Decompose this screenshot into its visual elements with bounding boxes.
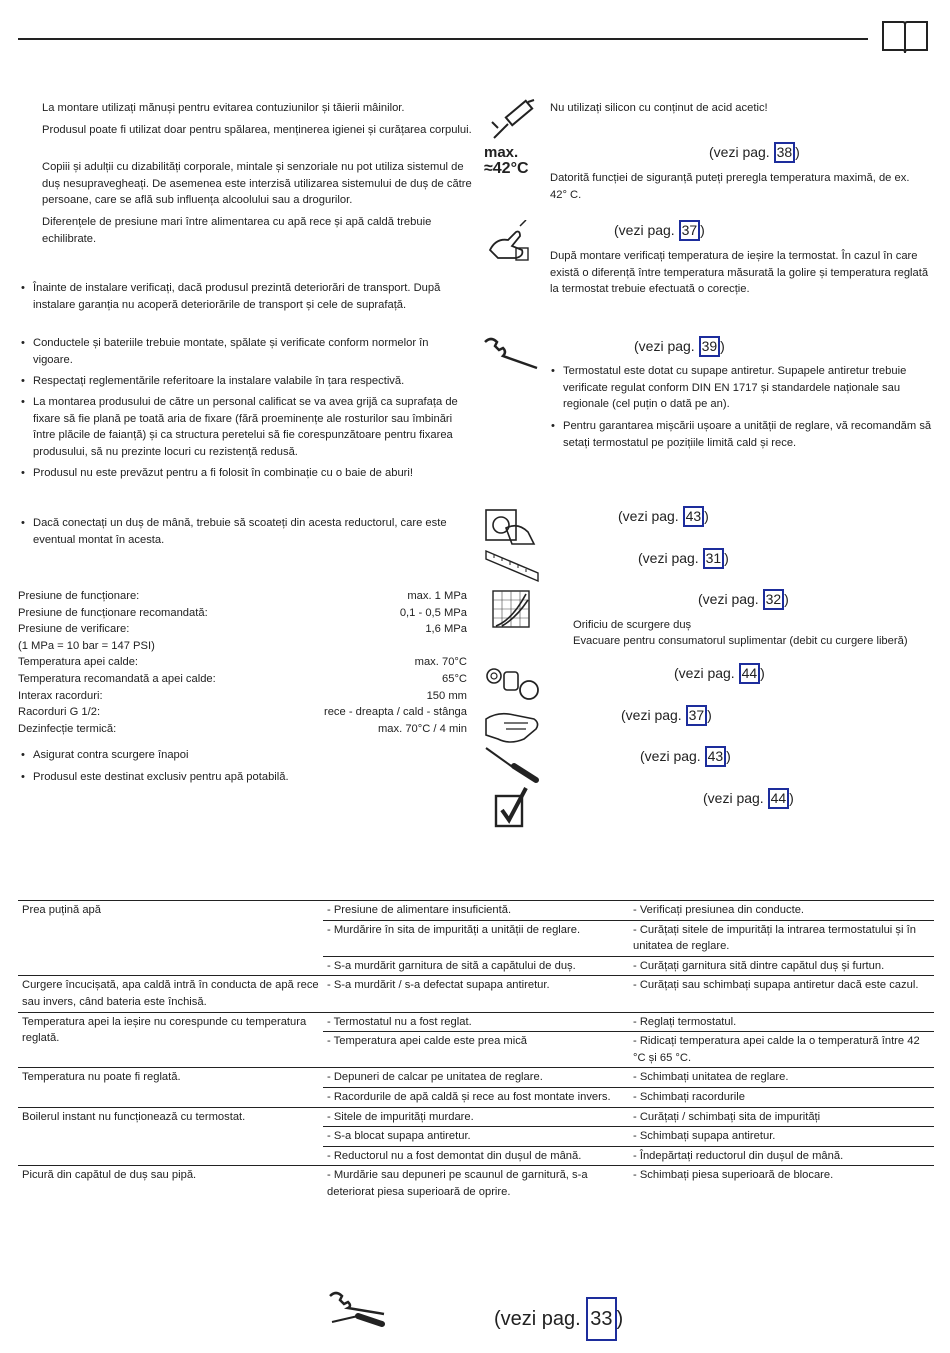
outlet-additional: Evacuare pentru consumatorul suplimentar (debit cu curgere liberă) bbox=[573, 635, 908, 647]
ref-page-37-a[interactable]: (vezi pag. 37 ) bbox=[614, 220, 705, 241]
tech-bullet-1: • Asigurat contra scurgere înapoi bbox=[33, 747, 458, 764]
ref-page-33[interactable]: (vezi pag. 33 ) bbox=[494, 1297, 623, 1341]
spare-parts-icon bbox=[484, 664, 540, 702]
ref-page-38[interactable]: (vezi pag. 38 ) bbox=[709, 142, 800, 163]
screwdriver-icon bbox=[484, 746, 540, 784]
tech-row: Temperatura recomandată a apei calde: 65°C bbox=[18, 672, 467, 685]
cause-cell: - Murdărire în sita de impurități a unității de reglare. bbox=[323, 920, 629, 956]
table-row bbox=[18, 1012, 934, 1032]
safety-note-1: La montare utilizați mănuși pentru evitarea contuziunilor și tăierii mâinilor. bbox=[42, 102, 405, 114]
safety-note-2: Produsul poate fi utilizat doar pentru spălarea, menținerea igienei și curățarea corpului. bbox=[42, 124, 472, 136]
ref-page-31[interactable]: (vezi pag. 31 ) bbox=[638, 548, 729, 569]
outlet-shower: Orificiu de scurgere duș bbox=[573, 619, 692, 631]
problem-cell: Picură din capătul de duș sau pipă. bbox=[18, 1166, 323, 1202]
cause-cell: - Depuneri de calcar pe unitatea de reglare. bbox=[323, 1068, 629, 1088]
tech-row: Racorduri G 1/2: rece - dreapta / cald - stânga bbox=[18, 706, 467, 719]
silicone-gun-icon bbox=[488, 98, 540, 140]
install-bullet-5: • Produsul nu este prevăzut pentru a fi folosit în combinație cu o baie de aburi! bbox=[33, 465, 458, 482]
tools-icon bbox=[328, 1290, 388, 1330]
tech-data-list bbox=[18, 588, 467, 737]
silicone-warning: Nu utilizați silicon cu conținut de acid acetic! bbox=[550, 102, 768, 114]
tech-bullet-2: • Produsul este destinat exclusiv pentru apă potabilă. bbox=[33, 769, 458, 786]
ref-page-39[interactable]: (vezi pag. 39 ) bbox=[634, 336, 725, 357]
problem-cell: Curgere încucișată, apa caldă intră în conducta de apă rece sau invers, când bateria este închisă. bbox=[18, 976, 323, 1012]
handshower-bullet: • Dacă conectați un duș de mână, trebuie să scoateți din acesta reductorul, care este eventual montat în acesta. bbox=[33, 515, 458, 548]
flow-chart-icon bbox=[492, 590, 530, 628]
hand-thermometer-icon bbox=[486, 220, 532, 262]
maintenance-bullet-2: • Pentru garantarea mișcării ușoare a unității de reglare, vă recomandăm să setați termostatul pe pozițiile limită cald și rece. bbox=[563, 418, 933, 451]
remedy-cell: - Schimbați supapa antiretur. bbox=[629, 1127, 934, 1147]
tech-row: Presiune de funcționare: max. 1 MPa bbox=[18, 590, 467, 602]
hand-adjust-icon bbox=[484, 705, 542, 745]
install-bullet-3: • Respectați reglementările referitoare la instalare valabile în țara respectivă. bbox=[33, 373, 458, 390]
hand-tap-icon bbox=[484, 508, 538, 546]
table-row bbox=[18, 976, 934, 1012]
remedy-cell: - Curățați sau schimbați supapa antiretur dacă este cazul. bbox=[629, 976, 934, 1012]
remedy-cell: - Îndepărtați reductorul din dușul de mână. bbox=[629, 1146, 934, 1166]
remedy-cell: - Curățați sitele de impurități la intrarea termostatului și în unitatea de reglare. bbox=[629, 920, 934, 956]
tech-row: Presiune de verificare: 1,6 MPa bbox=[18, 623, 467, 636]
table-row bbox=[18, 901, 934, 921]
install-bullet-1: • Înainte de instalare verificați, dacă produsul prezintă deteriorări de transport. După instalare garanția nu acoperă deteriorările de transport și cele de suprafață. bbox=[33, 280, 458, 313]
cause-cell: - Sitele de impurități murdare. bbox=[323, 1107, 629, 1127]
ref-page-43-b[interactable]: (vezi pag. 43 ) bbox=[640, 746, 731, 767]
ref-page-37-b[interactable]: (vezi pag. 37 ) bbox=[621, 705, 712, 726]
remedy-cell: - Schimbați racordurile bbox=[629, 1087, 934, 1107]
ref-page-43-a[interactable]: (vezi pag. 43 ) bbox=[618, 506, 709, 527]
wrench-icon bbox=[483, 336, 541, 372]
tech-row: (1 MPa = 10 bar = 147 PSI) bbox=[18, 639, 155, 652]
ref-page-44-a[interactable]: (vezi pag. 44 ) bbox=[674, 663, 765, 684]
cause-cell: - S-a blocat supapa antiretur. bbox=[323, 1127, 629, 1147]
remedy-cell: - Reglați termostatul. bbox=[629, 1012, 934, 1032]
problem-cell: Temperatura apei la ieșire nu corespunde cu temperatura reglată. bbox=[18, 1012, 323, 1068]
cause-cell: - Racordurile de apă caldă și rece au fost montate invers. bbox=[323, 1087, 629, 1107]
cause-cell: - Presiune de alimentare insuficientă. bbox=[323, 901, 629, 921]
header-rule bbox=[18, 38, 868, 40]
remedy-cell: - Curățați garnitura sită dintre capătul duș și furtun. bbox=[629, 956, 934, 976]
safety-note-3: Copiii și adulții cu dizabilități corporale, mintale și senzoriale nu pot utiliza sistemul de duș nesupravegheați. De asemenea este interzisă utilizarea sistemului de duș de către persoane, care se află sub influența alcoolului sau a drogurilor. bbox=[42, 161, 472, 207]
safety-note-4: Diferențele de presiune mari între alimentarea cu apă rece și apă caldă trebuie echilibrate. bbox=[42, 216, 432, 245]
check-temperature-text: După montare verificați temperatura de ieșire la termostat. În cazul în care există o diferență între temperatura măsurată la golire și temperatura reglată la termostat trebuie efectuată o corecție. bbox=[550, 250, 929, 296]
max-label: max. bbox=[484, 144, 519, 161]
max-temp-label: ≈42°C bbox=[484, 160, 529, 177]
remedy-cell: - Curățați / schimbați sita de impurități bbox=[629, 1107, 934, 1127]
problem-cell: Boilerul instant nu funcționează cu termostat. bbox=[18, 1107, 323, 1166]
book-icon bbox=[881, 19, 929, 55]
cause-cell: - Murdărie sau depuneri pe scaunul de garnitură, s-a deteriorat piesa superioară de oprire. bbox=[323, 1166, 629, 1202]
safety-function-text: Datorită funcției de siguranță puteți preregla temperatura maximă, de ex. 42° C. bbox=[550, 172, 910, 201]
install-bullet-2: • Conductele și bateriile trebuie montate, spălate și verificate conform normelor în vigoare. bbox=[33, 335, 458, 368]
cause-cell: - S-a murdărit / s-a defectat supapa antiretur. bbox=[323, 976, 629, 1012]
table-row bbox=[18, 1107, 934, 1127]
table-row bbox=[18, 1166, 934, 1202]
ref-page-32[interactable]: (vezi pag. 32 ) bbox=[698, 589, 789, 610]
cause-cell: - S-a murdărit garnitura de sită a capătului de duș. bbox=[323, 956, 629, 976]
cause-cell: - Termostatul nu a fost reglat. bbox=[323, 1012, 629, 1032]
problem-cell: Prea puțină apă bbox=[18, 901, 323, 976]
install-bullet-4: • La montarea produsului de către un personal calificat se va avea grijă ca suprafața de fixare să fie plană pe toată aria de fixare (fără proeminențe ale rosturilor sau îmbinări între plăcile de faianță) și ca structura peretelui să fie corespunzătoare pentru fixarea produsului, să nu prezinte locuri cu rezistență redusă. bbox=[33, 394, 458, 460]
troubleshooting-table bbox=[18, 900, 934, 1202]
tech-row: Presiune de funcționare recomandată: 0,1 - 0,5 MPa bbox=[18, 606, 467, 619]
remedy-cell: - Schimbați piesa superioară de blocare. bbox=[629, 1166, 934, 1202]
table-row bbox=[18, 1068, 934, 1088]
cause-cell: - Temperatura apei calde este prea mică bbox=[323, 1032, 629, 1068]
ref-page-44-b[interactable]: (vezi pag. 44 ) bbox=[703, 788, 794, 809]
tech-row: Interax racorduri: 150 mm bbox=[18, 689, 467, 702]
problem-cell: Temperatura nu poate fi reglată. bbox=[18, 1068, 323, 1107]
remedy-cell: - Verificați presiunea din conducte. bbox=[629, 901, 934, 921]
remedy-cell: - Ridicați temperatura apei calde la o temperatură între 42 °C și 65 °C. bbox=[629, 1032, 934, 1068]
remedy-cell: - Schimbați unitatea de reglare. bbox=[629, 1068, 934, 1088]
tech-row: Temperatura apei calde: max. 70°C bbox=[18, 656, 467, 669]
tech-row: Dezinfecție termică: max. 70°C / 4 min bbox=[18, 722, 467, 735]
ruler-icon bbox=[484, 549, 540, 583]
maintenance-bullet-1: • Termostatul este dotat cu supape antiretur. Supapele antiretur trebuie verificate regulat conform DIN EN 1717 și standardele naționale sau regionale (cel puțin o dată pe an). bbox=[563, 363, 933, 413]
checkbox-icon bbox=[494, 786, 530, 828]
cause-cell: - Reductorul nu a fost demontat din dușul de mână. bbox=[323, 1146, 629, 1166]
